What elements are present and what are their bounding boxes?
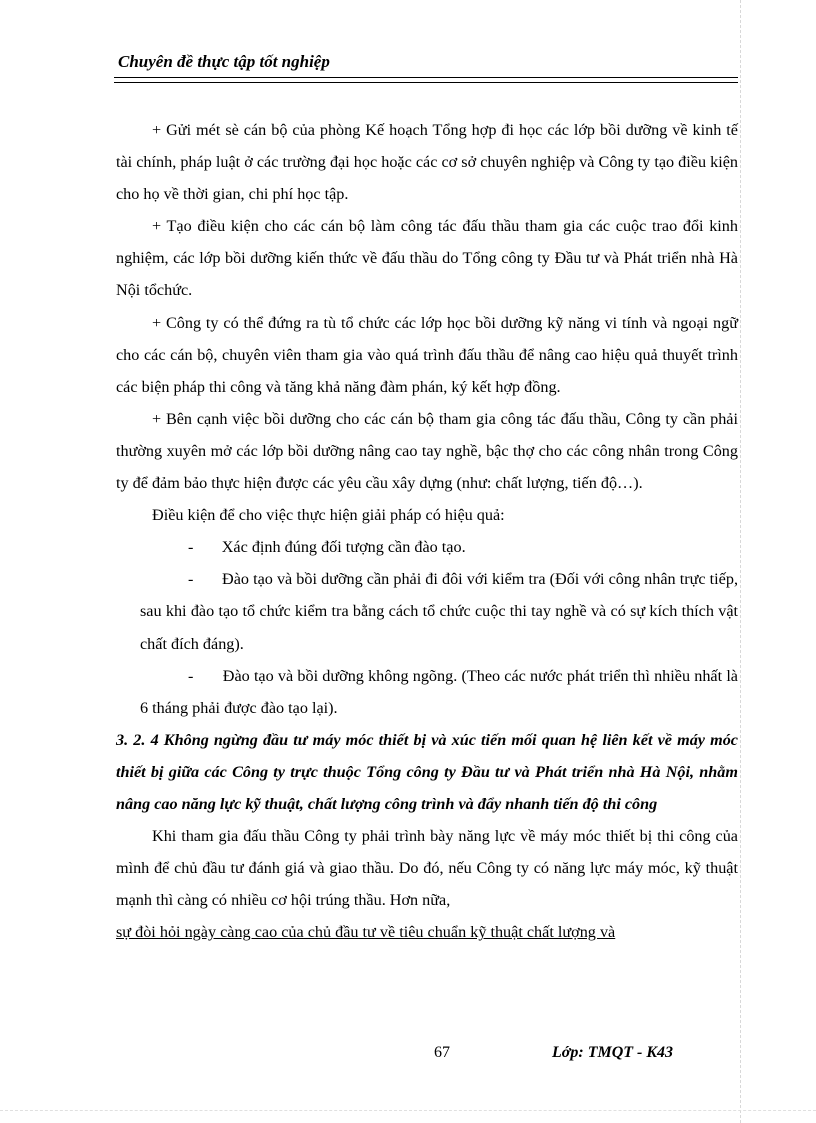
list-item: - Đào tạo và bồi dưỡng cần phải đi đôi với kiểm tra (Đối với công nhân trực tiếp, sau khi đào tạo tổ chức kiểm tra bằng cách tổ chức cuộc thi tay nghề và có sự kích thích vật chất đích đáng). — [140, 570, 738, 653]
list-item: - Xác định đúng đối tượng cần đào tạo. — [188, 538, 466, 557]
document-page — [104, 0, 738, 1123]
header-double-rule — [114, 77, 738, 83]
paragraph: + Gửi mét sè cán bộ của phòng Kế hoạch Tổng hợp đi học các lớp bồi dưỡng về kinh tế tài chính, pháp luật ở các trường đại học hoặc các cơ sở chuyên nghiệp và Công ty tạo điều kiện cho họ về thời gian, chi phí học tập. — [116, 121, 738, 204]
header-title: Chuyên đề thực tập tốt nghiệp — [118, 52, 330, 71]
section-heading: 3. 2. 4 Không ngừng đầu tư máy móc thiết bị và xúc tiến mối quan hệ liên kết về máy móc thiết bị giữa các Công ty trực thuộc Tổng công ty Đầu tư và Phát triển nhà Hà Nội, nhằm nâng cao năng lực kỹ thuật, chất lượng công trình và đẩy nhanh tiến độ thi công — [116, 730, 738, 813]
paragraph: + Công ty có thể đứng ra tù tổ chức các lớp học bồi dưỡng kỹ năng vi tính và ngoại ngữ cho các cán bộ, chuyên viên tham gia vào quá trình đấu thầu để nâng cao hiệu quả thuyết trình các biện pháp thi công và tăng khả năng đàm phán, ký kết hợp đồng. — [116, 313, 738, 396]
paragraph: Điều kiện để cho việc thực hiện giải pháp có hiệu quả: — [152, 506, 505, 525]
page-margin-line — [740, 0, 741, 1123]
footer-page-number: 67 — [434, 1044, 450, 1061]
list-item: - Đào tạo và bồi dưỡng không ngõng. (Theo các nước phát triển thì nhiều nhất là 6 tháng phải được đào tạo lại). — [140, 666, 738, 717]
paragraph: Khi tham gia đấu thầu Công ty phải trình bày năng lực về máy móc thiết bị thi công của mình để chủ đầu tư đánh giá và giao thầu. Do đó, nếu Công ty có năng lực máy móc, kỹ thuật mạnh thì càng có nhiều cơ hội trúng thầu. Hơn nữa, — [116, 827, 738, 910]
footer-class-label: Lớp: TMQT - K43 — [552, 1044, 674, 1061]
paragraph-underlined: sự đòi hỏi ngày càng cao của chủ đầu tư về tiêu chuẩn kỹ thuật chất lượng và — [116, 923, 616, 942]
paragraph: + Tạo điều kiện cho các cán bộ làm công tác đấu thầu tham gia các cuộc trao đổi kinh nghiệm, các lớp bồi dưỡng kiến thức về đấu thầu do Tổng công ty Đầu tư và Phát triển nhà Hà Nội tổchức. — [116, 217, 738, 300]
paragraph: + Bên cạnh việc bồi dưỡng cho các cán bộ tham gia công tác đấu thầu, Công ty cần phải thường xuyên mở các lớp bồi dưỡng nâng cao tay nghề, bậc thợ cho các công nhân trong Công ty để đảm bảo thực hiện được các yêu cầu xây dựng (như: chất lượng, tiến độ…). — [116, 409, 738, 493]
document-body — [116, 114, 738, 948]
